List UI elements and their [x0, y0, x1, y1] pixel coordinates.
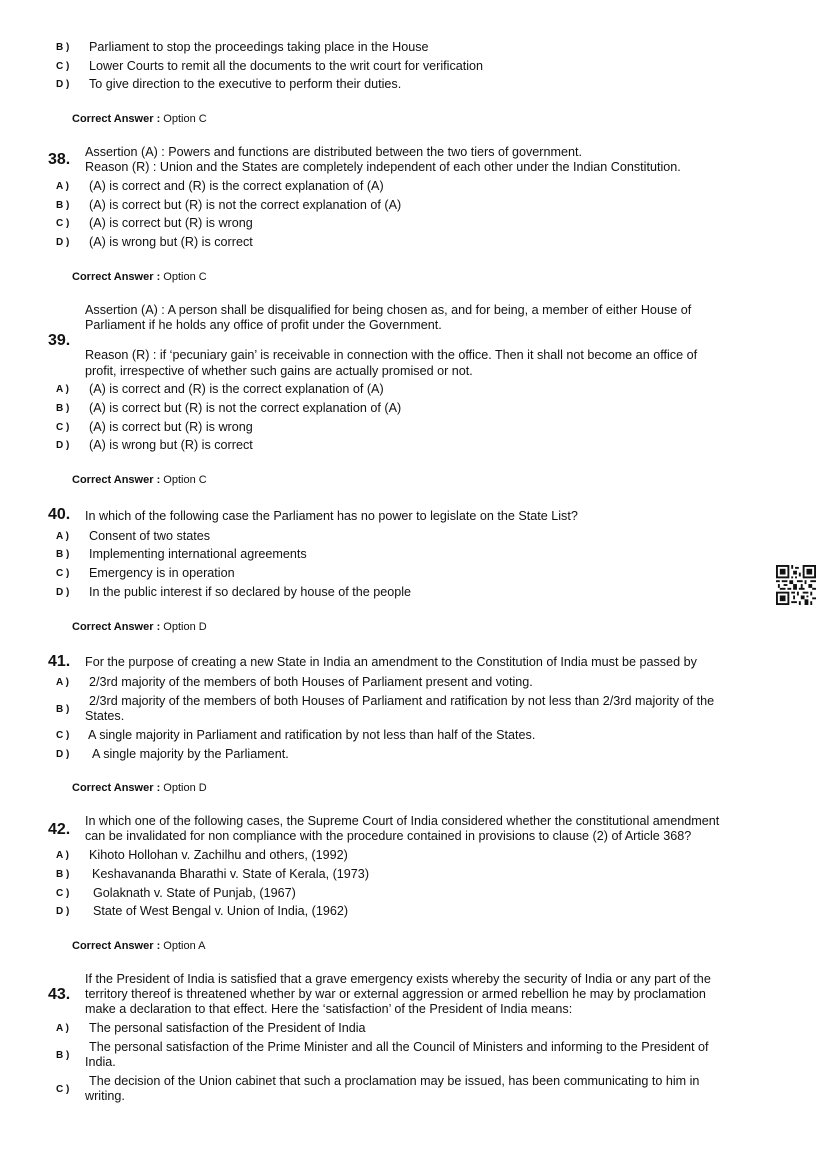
option-text: Lower Courts to remit all the documents to the writ court for verification [89, 59, 484, 73]
option-label: A ) [56, 181, 69, 192]
option-text: Consent of two states [89, 529, 211, 543]
option-text: State of West Bengal v. Union of India, (1962) [93, 904, 349, 918]
option-text: (A) is correct and (R) is the correct explanation of (A) [89, 382, 384, 396]
option-label: A ) [56, 531, 69, 542]
question-number: 41. [48, 653, 71, 670]
option-label: D ) [56, 749, 70, 760]
question-text: In which of the following case the Parliament has no power to legislate on the State List? [85, 509, 578, 523]
option-label: D ) [56, 79, 70, 90]
option-label: A ) [56, 850, 69, 861]
option-text: Parliament to stop the proceedings taking place in the House [89, 40, 429, 54]
question-number: 39. [48, 332, 71, 349]
option-text: (A) is wrong but (R) is correct [89, 235, 253, 249]
correct-answer-value: Option D [163, 782, 207, 794]
option-label: B ) [56, 1050, 70, 1061]
option-label: C ) [56, 730, 70, 741]
option-text: (A) is correct and (R) is the correct explanation of (A) [89, 179, 384, 193]
option-text: (A) is correct but (R) is not the correct explanation of (A) [89, 198, 402, 212]
correct-answer [72, 270, 207, 284]
option-label: C ) [56, 61, 70, 72]
option-label: B ) [56, 549, 70, 560]
correct-answer [72, 781, 207, 795]
option-label: B ) [56, 869, 70, 880]
question-text: For the purpose of creating a new State in India an amendment to the Constitution of India must be passed by [85, 655, 697, 669]
option-text: (A) is correct but (R) is wrong [89, 420, 253, 434]
correct-answer-label: Correct Answer : [72, 940, 161, 952]
option-label: B ) [56, 403, 70, 414]
question-number: 42. [48, 821, 71, 838]
option-label: A ) [56, 677, 69, 688]
question-number: 38. [48, 151, 71, 168]
question-number: 43. [48, 986, 71, 1003]
option-text: In the public interest if so declared by house of the people [89, 585, 412, 599]
qr-code-icon [776, 565, 816, 605]
correct-answer-value: Option D [163, 621, 207, 633]
question-text: If the President of India is satisfied that a grave emergency exists whereby the security of India or any part of the [85, 972, 711, 986]
question-text: Assertion (A) : Powers and functions are distributed between the two tiers of government. [85, 145, 583, 159]
option-label: B ) [56, 704, 70, 715]
option-label: A ) [56, 384, 69, 395]
question-text: Parliament if he holds any office of profit under the Government. [85, 318, 442, 332]
option-text-continued: writing. [85, 1089, 125, 1103]
option-text: A single majority in Parliament and ratification by not less than half of the States. [88, 728, 536, 742]
option-text: The decision of the Union cabinet that such a proclamation may be issued, has been communicating to him in [89, 1074, 700, 1088]
question-text: Assertion (A) : A person shall be disqualified for being chosen as, and for being, a member of either House of [85, 303, 692, 317]
correct-answer [72, 473, 207, 487]
question-number: 40. [48, 506, 71, 523]
option-label: C ) [56, 1084, 70, 1095]
option-text: 2/3rd majority of the members of both Houses of Parliament present and voting. [89, 675, 533, 689]
question-text: Reason (R) : if ‘pecuniary gain’ is receivable in connection with the office. Then it shall not become an office of [85, 348, 698, 362]
correct-answer-value: Option C [163, 474, 207, 486]
option-text: (A) is correct but (R) is not the correct explanation of (A) [89, 401, 402, 415]
option-text: To give direction to the executive to perform their duties. [89, 77, 402, 91]
correct-answer-value: Option C [163, 271, 207, 283]
option-text-continued: States. [85, 709, 125, 723]
correct-answer-label: Correct Answer : [72, 621, 161, 633]
option-label: B ) [56, 42, 70, 53]
option-text: Kihoto Hollohan v. Zachilhu and others, (1992) [89, 848, 348, 862]
option-label: B ) [56, 200, 70, 211]
option-label: A ) [56, 1023, 69, 1034]
option-label: D ) [56, 440, 70, 451]
option-text: Golaknath v. State of Punjab, (1967) [93, 886, 296, 900]
option-label: C ) [56, 888, 70, 899]
option-text-continued: India. [85, 1055, 116, 1069]
question-text: can be invalidated for non compliance with the procedure contained in provisions to clause (2) of Article 368? [85, 829, 692, 843]
option-text: Emergency is in operation [89, 566, 235, 580]
option-text: Implementing international agreements [89, 547, 307, 561]
option-label: C ) [56, 568, 70, 579]
question-text: In which one of the following cases, the Supreme Court of India considered whether the constitutional amendment [85, 814, 720, 828]
option-text: (A) is wrong but (R) is correct [89, 438, 253, 452]
option-text: A single majority by the Parliament. [92, 747, 289, 761]
option-label: D ) [56, 906, 70, 917]
correct-answer-value: Option A [163, 940, 206, 952]
option-text: The personal satisfaction of the Prime Minister and all the Council of Ministers and informing to the President of [89, 1040, 709, 1054]
correct-answer [72, 939, 206, 953]
correct-answer-label: Correct Answer : [72, 113, 161, 125]
question-text: make a declaration to that effect. Here the ‘satisfaction’ of the President of India means: [85, 1002, 573, 1016]
correct-answer-value: Option C [163, 113, 207, 125]
correct-answer [72, 112, 207, 126]
correct-answer-label: Correct Answer : [72, 474, 161, 486]
option-text: Keshavananda Bharathi v. State of Kerala, (1973) [92, 867, 370, 881]
option-label: D ) [56, 237, 70, 248]
option-label: C ) [56, 218, 70, 229]
option-label: D ) [56, 587, 70, 598]
question-text: profit, irrespective of whether such gains are actually promised or not. [85, 364, 473, 378]
correct-answer [72, 620, 207, 634]
option-text: The personal satisfaction of the President of India [89, 1021, 366, 1035]
question-text: territory thereof is threatened whether by war or external aggression or armed rebellion he may by proclamation [85, 987, 706, 1001]
option-text: (A) is correct but (R) is wrong [89, 216, 253, 230]
option-text: 2/3rd majority of the members of both Houses of Parliament and ratification by not less than 2/3rd majority of the [89, 694, 715, 708]
question-text: Reason (R) : Union and the States are completely independent of each other under the Indian Constitution. [85, 160, 681, 174]
option-label: C ) [56, 422, 70, 433]
correct-answer-label: Correct Answer : [72, 782, 161, 794]
correct-answer-label: Correct Answer : [72, 271, 161, 283]
